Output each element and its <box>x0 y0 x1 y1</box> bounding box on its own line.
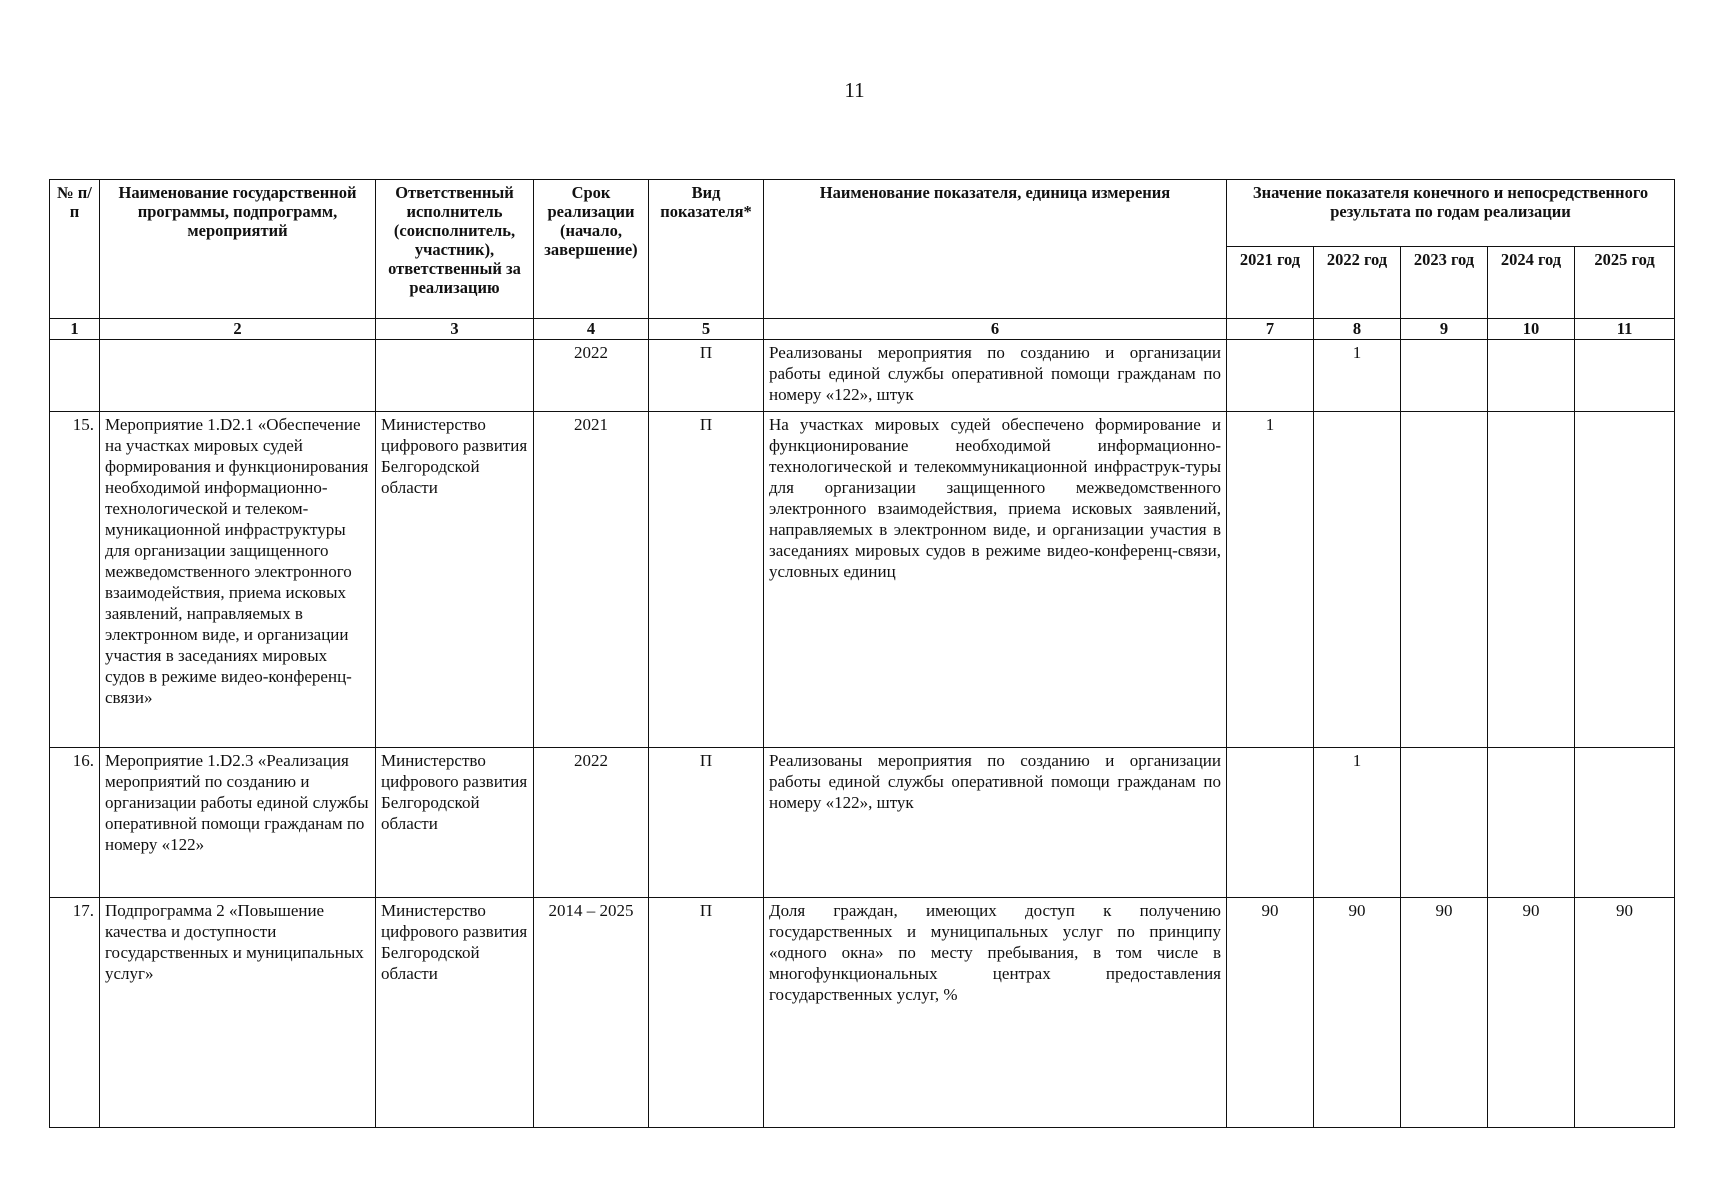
program-table <box>49 179 1675 1128</box>
row-indicator: На участках мировых судей обеспечено формирование и функционирование необходимой информационно-технологической и телекоммуникационной инфраструк-туры для организации защищенного межведомственного электронного взаимодействия, приема исковых заявлений, направляемых в электронном виде, и организации участия в заседаниях мировых судов в режиме видео-конференц-связи, условных единиц <box>764 412 1227 748</box>
column-number: 4 <box>534 319 649 340</box>
column-number: 1 <box>50 319 100 340</box>
table-row <box>50 412 1675 748</box>
row-number: 15. <box>50 412 100 748</box>
table-row <box>50 748 1675 898</box>
row-responsible: Министерство цифрового развития Белгородской области <box>376 412 534 748</box>
row-value <box>1227 748 1314 898</box>
column-number: 3 <box>376 319 534 340</box>
row-number: 16. <box>50 748 100 898</box>
row-value: 1 <box>1314 340 1401 412</box>
header-indicator-type: Вид показателя* <box>649 180 764 319</box>
row-term: 2022 <box>534 748 649 898</box>
row-value <box>1227 340 1314 412</box>
row-value <box>1488 412 1575 748</box>
header-year: 2025 год <box>1575 247 1675 319</box>
header-no: № п/п <box>50 180 100 319</box>
column-number: 7 <box>1227 319 1314 340</box>
header-values-group: Значение показателя конечного и непосредственного результата по годам реализации <box>1227 180 1675 247</box>
row-value: 1 <box>1314 748 1401 898</box>
row-value: 90 <box>1401 898 1488 1128</box>
row-term: 2022 <box>534 340 649 412</box>
page-number: 11 <box>844 78 865 102</box>
row-name: Подпрограмма 2 «Повышение качества и доступности государственных и муниципальных услуг» <box>100 898 376 1128</box>
row-indicator: Реализованы мероприятия по созданию и организации работы единой службы оперативной помощи гражданам по номеру «122», штук <box>764 748 1227 898</box>
row-responsible <box>376 340 534 412</box>
row-value: 90 <box>1314 898 1401 1128</box>
column-number: 8 <box>1314 319 1401 340</box>
row-value: 1 <box>1227 412 1314 748</box>
row-indicator: Доля граждан, имеющих доступ к получению государственных и муниципальных услуг по принципу «одного окна» по месту пребывания, в том числе в многофункциональных центрах предоставления государственных услуг, % <box>764 898 1227 1128</box>
row-value <box>1488 340 1575 412</box>
row-value: 90 <box>1575 898 1675 1128</box>
row-number <box>50 340 100 412</box>
row-name: Мероприятие 1.D2.1 «Обеспечение на участках мировых судей формирования и функционирования необходимой информационно-технологической и телеком-муникационной инфраструктуры для организации защищенного межведомственного электронного взаимодействия, приема исковых заявлений, направляемых в электронном виде, и организации участия в заседаниях мировых судов в режиме видео-конференц-связи» <box>100 412 376 748</box>
row-value <box>1401 748 1488 898</box>
header-indicator-name: Наименование показателя, единица измерения <box>764 180 1227 319</box>
header-year: 2021 год <box>1227 247 1314 319</box>
header-term: Срок реализации (начало, завершение) <box>534 180 649 319</box>
row-value <box>1401 412 1488 748</box>
column-number: 9 <box>1401 319 1488 340</box>
header-name: Наименование государственной программы, подпрограмм, мероприятий <box>100 180 376 319</box>
header-year: 2024 год <box>1488 247 1575 319</box>
row-number: 17. <box>50 898 100 1128</box>
row-term: 2021 <box>534 412 649 748</box>
row-indicator-type: П <box>649 898 764 1128</box>
column-number: 10 <box>1488 319 1575 340</box>
header-responsible: Ответственный исполнитель (соисполнитель, участник), ответственный за реализацию <box>376 180 534 319</box>
row-term: 2014 – 2025 <box>534 898 649 1128</box>
header-year: 2023 год <box>1401 247 1488 319</box>
column-number: 5 <box>649 319 764 340</box>
row-value: 90 <box>1227 898 1314 1128</box>
row-name <box>100 340 376 412</box>
column-number: 11 <box>1575 319 1675 340</box>
column-number-row <box>50 319 1675 340</box>
row-value <box>1575 748 1675 898</box>
column-number: 6 <box>764 319 1227 340</box>
row-value: 90 <box>1488 898 1575 1128</box>
table-row <box>50 898 1675 1128</box>
row-value <box>1488 748 1575 898</box>
row-value <box>1401 340 1488 412</box>
row-value <box>1575 340 1675 412</box>
row-value <box>1314 412 1401 748</box>
column-number: 2 <box>100 319 376 340</box>
row-indicator-type: П <box>649 340 764 412</box>
row-indicator-type: П <box>649 412 764 748</box>
row-indicator-type: П <box>649 748 764 898</box>
row-responsible: Министерство цифрового развития Белгородской области <box>376 898 534 1128</box>
row-value <box>1575 412 1675 748</box>
row-responsible: Министерство цифрового развития Белгородской области <box>376 748 534 898</box>
row-indicator: Реализованы мероприятия по созданию и организации работы единой службы оперативной помощи гражданам по номеру «122», штук <box>764 340 1227 412</box>
header-year: 2022 год <box>1314 247 1401 319</box>
table-row <box>50 340 1675 412</box>
row-name: Мероприятие 1.D2.3 «Реализация мероприятий по созданию и организации работы единой службы оперативной помощи гражданам по номеру «122» <box>100 748 376 898</box>
